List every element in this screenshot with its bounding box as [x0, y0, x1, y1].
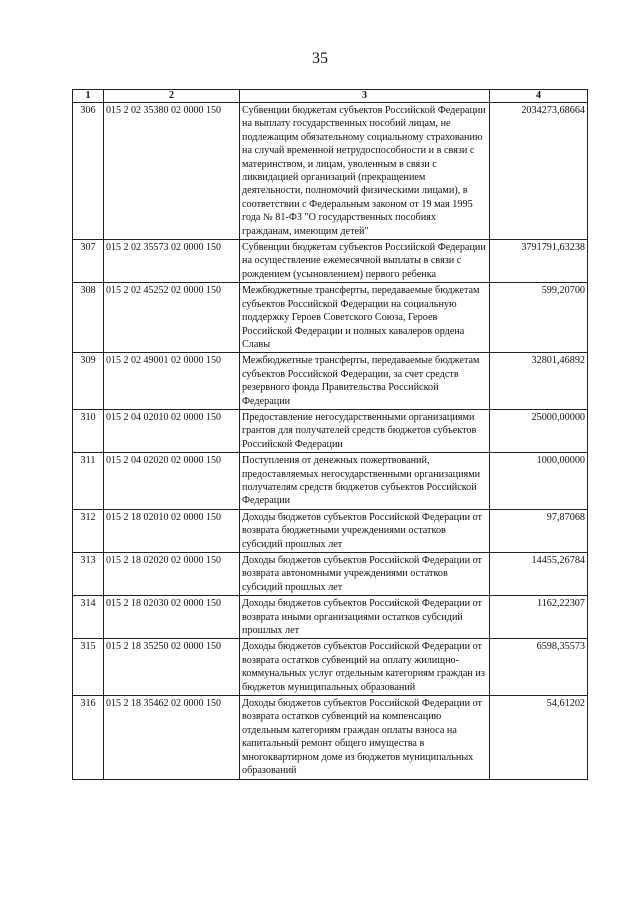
budget-code: 015 2 18 35250 02 0000 150 [104, 639, 240, 696]
budget-code: 015 2 18 35462 02 0000 150 [104, 696, 240, 779]
budget-code: 015 2 02 49001 02 0000 150 [104, 353, 240, 410]
amount: 1000,00000 [490, 453, 588, 510]
revenue-description: Субвенции бюджетам субъектов Российской Федерации на осуществление ежемесячной выплаты в связи с рождением (усыновлением) первого ребенка [240, 240, 490, 283]
table-row [73, 283, 588, 353]
row-number: 306 [73, 103, 104, 240]
revenue-description: Доходы бюджетов субъектов Российской Федерации от возврата автономными учреждениями остатков субсидий прошлых лет [240, 553, 490, 596]
budget-code: 015 2 02 35380 02 0000 150 [104, 103, 240, 240]
budget-code: 015 2 04 02010 02 0000 150 [104, 409, 240, 452]
row-number: 314 [73, 596, 104, 639]
table-row [73, 453, 588, 510]
budget-code: 015 2 18 02010 02 0000 150 [104, 509, 240, 552]
amount: 14455,26784 [490, 553, 588, 596]
budget-table [72, 89, 588, 780]
amount: 2034273,68664 [490, 103, 588, 240]
table-row [73, 353, 588, 410]
page-number: 35 [312, 50, 328, 67]
header-col-4: 4 [490, 90, 588, 103]
table-row [73, 409, 588, 452]
table-header-row [73, 90, 588, 103]
table-row [73, 240, 588, 283]
budget-code: 015 2 02 35573 02 0000 150 [104, 240, 240, 283]
revenue-description: Межбюджетные трансферты, передаваемые бюджетам субъектов Российской Федерации на социальную поддержку Героев Советского Союза, Героев Российской Федерации и полных кавалеров ордена Славы [240, 283, 490, 353]
row-number: 313 [73, 553, 104, 596]
table-row [73, 639, 588, 696]
row-number: 307 [73, 240, 104, 283]
table-row [73, 509, 588, 552]
budget-code: 015 2 02 45252 02 0000 150 [104, 283, 240, 353]
table-row [73, 696, 588, 779]
amount: 97,87068 [490, 509, 588, 552]
amount: 6598,35573 [490, 639, 588, 696]
row-number: 311 [73, 453, 104, 510]
row-number: 309 [73, 353, 104, 410]
amount: 3791791,63238 [490, 240, 588, 283]
row-number: 316 [73, 696, 104, 779]
header-col-3: 3 [240, 90, 490, 103]
revenue-description: Доходы бюджетов субъектов Российской Федерации от возврата бюджетными учреждениями остатков субсидий прошлых лет [240, 509, 490, 552]
amount: 25000,00000 [490, 409, 588, 452]
budget-code: 015 2 18 02030 02 0000 150 [104, 596, 240, 639]
revenue-description: Предоставление негосударственными организациями грантов для получателей средств бюджетов субъектов Российской Федерации [240, 409, 490, 452]
header-col-2: 2 [104, 90, 240, 103]
revenue-description: Доходы бюджетов субъектов Российской Федерации от возврата остатков субвенций на оплату жилищно-коммунальных услуг отдельным категориям граждан из бюджетов муниципальных образований [240, 639, 490, 696]
amount: 1162,22307 [490, 596, 588, 639]
amount: 32801,46892 [490, 353, 588, 410]
row-number: 312 [73, 509, 104, 552]
row-number: 315 [73, 639, 104, 696]
revenue-description: Субвенции бюджетам субъектов Российской Федерации на выплату государственных пособий лицам, не подлежащим обязательному социальному страхованию на случай временной нетрудоспособности и в связи с материнством, и лицам, уволенным в связи с ликвидацией организаций (прекращением деятельности, полномочий физическими лицами), в соответствии с Федеральным законом от 19 мая 1995 года № 81-ФЗ "О государственных пособиях гражданам, имеющим детей" [240, 103, 490, 240]
table-row [73, 103, 588, 240]
amount: 599,20700 [490, 283, 588, 353]
revenue-description: Доходы бюджетов субъектов Российской Федерации от возврата иными организациями остатков субсидий прошлых лет [240, 596, 490, 639]
revenue-description: Межбюджетные трансферты, передаваемые бюджетам субъектов Российской Федерации, за счет средств резервного фонда Правительства Российской Федерации [240, 353, 490, 410]
revenue-description: Поступления от денежных пожертвований, предоставляемых негосударственными организациями получателям средств бюджетов субъектов Российской Федерации [240, 453, 490, 510]
budget-code: 015 2 04 02020 02 0000 150 [104, 453, 240, 510]
budget-code: 015 2 18 02020 02 0000 150 [104, 553, 240, 596]
header-col-1: 1 [73, 90, 104, 103]
amount: 54,61202 [490, 696, 588, 779]
table-row [73, 553, 588, 596]
row-number: 310 [73, 409, 104, 452]
table-row [73, 596, 588, 639]
revenue-description: Доходы бюджетов субъектов Российской Федерации от возврата остатков субвенций на компенсацию отдельным категориям граждан оплаты взноса на капитальный ремонт общего имущества в многоквартирном доме из бюджетов муниципальных образований [240, 696, 490, 779]
row-number: 308 [73, 283, 104, 353]
